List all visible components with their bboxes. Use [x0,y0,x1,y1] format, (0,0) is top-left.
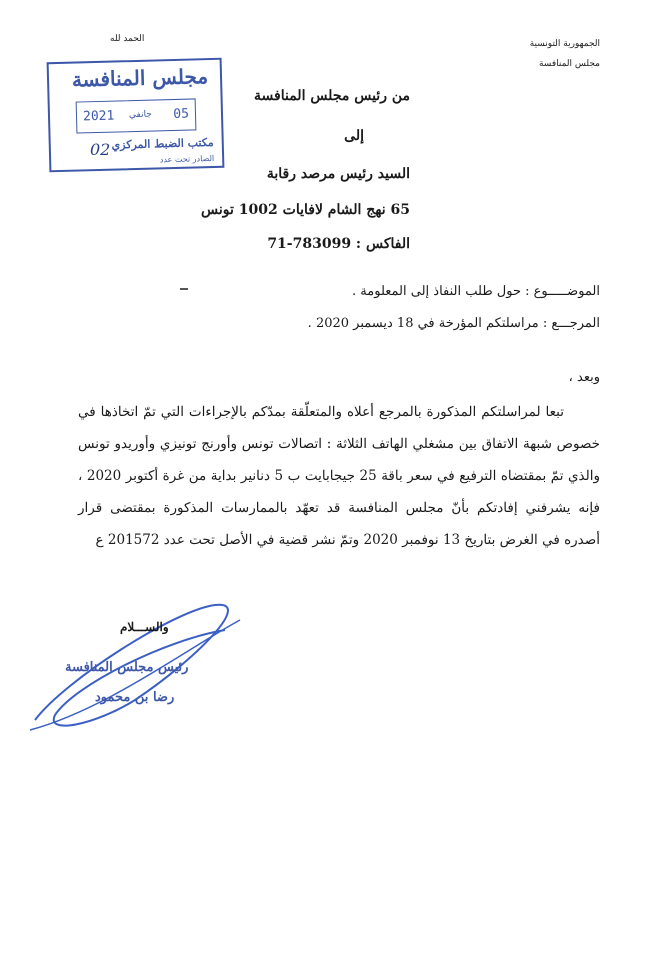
stamp-issued: الصادر تحت عدد [159,153,215,165]
to-line: إلى [344,128,364,144]
subject-line: الموضـــــوع : حول طلب النفاذ إلى المعلومة . [352,284,600,299]
signature-name: رضا بن محمود [95,690,175,705]
closing-salam: والســـلام [120,620,169,634]
header-right-block [530,34,600,74]
praise-label: الحمد لله [110,34,145,44]
stamp-year: 2021 [82,108,115,125]
stray-mark [180,288,188,290]
signature-title: رئيس مجلس المنافسة [65,660,189,675]
stamp-day: 05 [173,106,190,123]
stamp-title: مجلس المنافسة [71,64,209,92]
stamp-office: مكتب الضبط المركزي [111,135,214,152]
from-line: من رئيس مجلس المنافسة [254,88,410,104]
street-line: 65 نهج الشام لافايات 1002 تونس [201,202,410,218]
greeting-line: وبعد ، [568,370,600,385]
recipient-line: السيد رئيس مرصد رقابة [266,166,410,182]
council-label: مجلس المنافسة [538,59,600,69]
body-paragraph: تبعا لمراسلتكم المذكورة بالمرجع أعلاه والمتعلّقة بمدّكم بالإجراءات التي تمّ اتخاذها في خصوص شبهة الاتفاق بين مشغلي الهاتف الثلاثة : اتصالات تونس وأورنج تونيزي وأوريدو تونس والذي تمّ بمقتضاه الترفيع في سعر باقة 25 جيجابايت ب 5 دنانير بداية من غرة أكتوبر 2020 ، فإنه يشرفني إفادتكم بأنّ مجلس المنافسة قد تعهّد بالممارسات المذكورة بمقتضى قرار أصدره في الغرض بتاريخ 13 نوفمبر 2020 وتمّ نشر قضية في الأصل تحت عدد 201572 ع [78,404,600,548]
stamp-date-box [76,98,197,133]
stamp-month: جانفي [128,109,153,121]
reference-line: المرجـــع : مراسلتكم المؤرخة في 18 ديسمبر 2020 . [307,316,600,331]
handwritten-number: 02 [90,140,111,159]
fax-line: الفاكس : 783099-71 [267,236,410,252]
republic-label: الجمهورية التونسية [529,39,600,49]
